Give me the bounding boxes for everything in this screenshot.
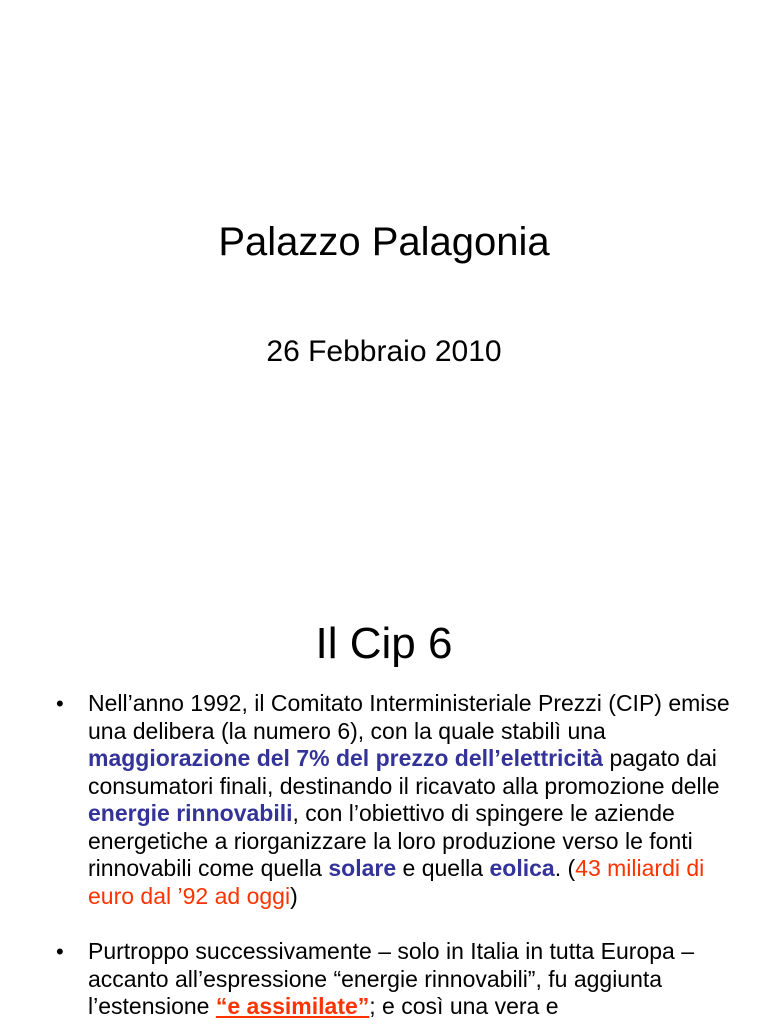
bullet-text: ) [290, 882, 298, 909]
bullet-text: . ( [554, 855, 576, 881]
highlight-maggiorazione: maggiorazione del 7% del prezzo dell’elettricità [88, 745, 604, 771]
bullet-text: , con l’obiettivo di spingere le aziende energetiche a riorganizzare la loro produzione verso le fonti rinnovabili come quella [88, 800, 693, 881]
bullet-item-cip-delibera [56, 690, 736, 910]
highlight-eolica: eolica [489, 855, 555, 881]
bullet-text: Purtroppo successivamente – solo in Italia in tutta Europa – accanto all’espressione “energie rinnovabili”, fu aggiunta l’estensione [88, 938, 695, 1019]
cover-title: Palazzo Palagonia [218, 220, 550, 264]
bullet-list [56, 690, 736, 1024]
bullet-dot-icon: • [56, 691, 64, 716]
bullet-text: pagato dai consumatori finali, destinando il ricavato alla promozione delle [88, 745, 720, 799]
bullet-text: ; e così una vera e [369, 993, 559, 1019]
bullet-text: Nell’anno 1992, il Comitato Interministeriale Prezzi (CIP) emise una delibera (la numero 6), con la quale stabilì una [88, 690, 730, 744]
highlight-energie-rinnovabili: energie rinnovabili [88, 800, 293, 826]
slide-title: Il Cip 6 [315, 619, 453, 668]
highlight-e-assimilate: “e assimilate” [215, 993, 370, 1019]
cover-date: 26 Febbraio 2010 [266, 335, 502, 368]
highlight-miliardi: 43 miliardi di euro dal ’92 ad oggi [88, 855, 705, 909]
highlight-solare: solare [328, 855, 397, 881]
bullet-text: e quella [396, 855, 490, 881]
bullet-dot-icon: • [56, 939, 64, 964]
bullet-item-assimilate [56, 938, 736, 1021]
